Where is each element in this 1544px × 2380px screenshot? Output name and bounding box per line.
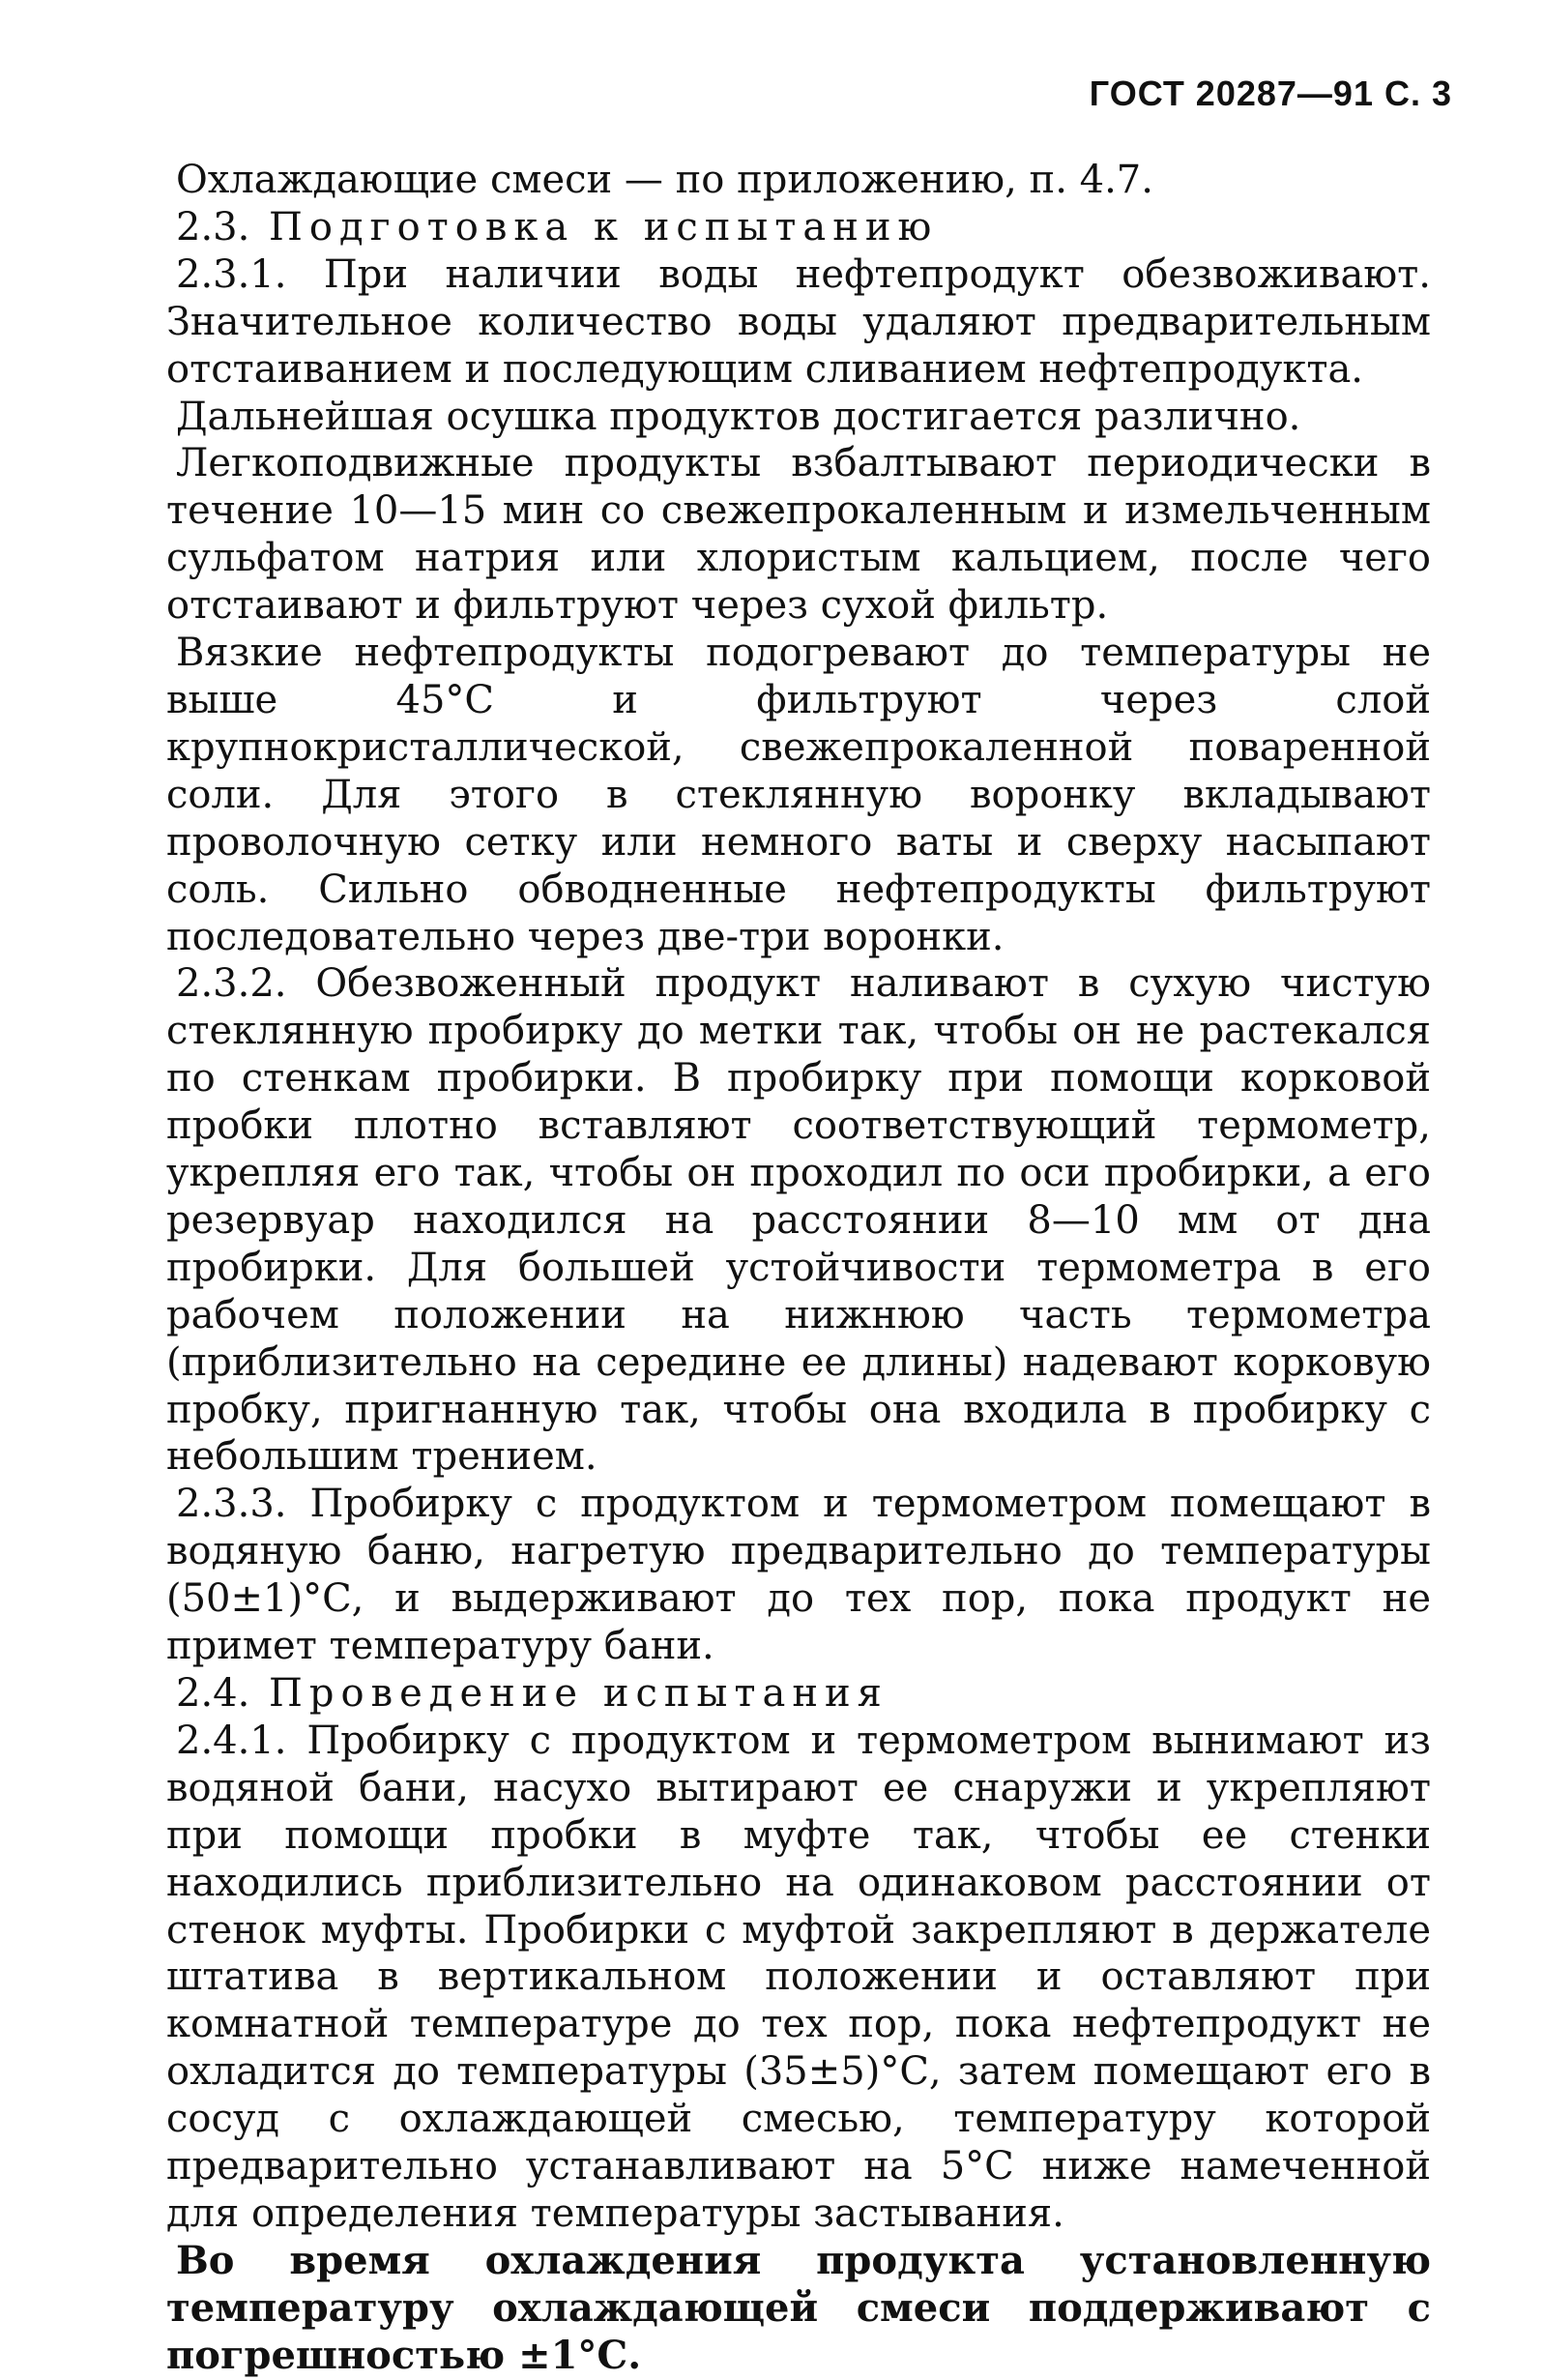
clause-2-3-1: 2.3.1. При наличии воды нефтепродукт обезвоживают. Значительное количество воды удаляют предварительным отстаиванием и последующим сливанием нефтепродукта. [166, 251, 1431, 392]
running-header: ГОСТ 20287—91 С. 3 [1089, 73, 1452, 113]
section-number: 2.3. [176, 204, 250, 250]
body-text [166, 157, 1431, 2380]
section-heading-2-3 [166, 204, 1431, 251]
paragraph-viscous-products: Вязкие нефтепродукты подогревают до температуры не выше 45°С и фильтруют через слой крупнокристаллической, свежепрокаленной поваренной соли. Для этого в стеклянную воронку вкладывают проволочную сетку или немного ваты и сверху насыпают соль. Сильно обводненные нефтепродукты фильтруют последовательно через две-три воронки. [166, 631, 1431, 959]
clause-2-3-3: 2.3.3. Пробирку с продуктом и термометром помещают в водяную баню, нагретую предварительно до температуры (50±1)°С, и выдерживают до тех пор, пока продукт не примет температуру бани. [166, 1482, 1431, 1669]
paragraph-temperature-tolerance: Во время охлаждения продукта установленную температуру охлаждающей смеси поддерживают с погрешностью ±1°С. [166, 2237, 1431, 2378]
paragraph-cooling-mixtures: Охлаждающие смеси — по приложению, п. 4.7. [176, 158, 1153, 202]
clause-2-3-2: 2.3.2. Обезвоженный продукт наливают в сухую чистую стеклянную пробирку до метки так, чтобы он не растекался по стенкам пробирки. В пробирку при помощи корковой пробки плотно вставляют соответствующий термометр, укрепляя его так, чтобы он проходил по оси пробирки, а его резервуар находился на расстоянии 8—10 мм от дна пробирки. Для большей устойчивости термометра в его рабочем положении на нижнюю часть термометра (приблизительно на середине ее длины) надевают корковую пробку, пригнанную так, чтобы она входила в пробирку с небольшим трением. [166, 961, 1431, 1480]
paragraph-drying: Дальнейшая осушка продуктов достигается различно. [176, 394, 1301, 439]
section-heading-2-4 [166, 1670, 1431, 1718]
section-title: Подготовка к испытанию [269, 204, 939, 250]
clause-2-4-1: 2.4.1. Пробирку с продуктом и термометром вынимают из водяной бани, насухо вытирают ее снаружи и укрепляют при помощи пробки в муфте так, чтобы ее стенки находились приблизительно на одинаковом расстоянии от стенок муфты. Пробирки с муфтой закрепляют в держателе штатива в вертикальном положении и оставляют при комнатной температуре до тех пор, пока нефтепродукт не охладится до температуры (35±5)°С, затем помещают его в сосуд с охлаждающей смесью, температуру которой предварительно устанавливают на 5°С ниже намеченной для определения температуры застывания. [166, 1718, 1431, 2236]
section-number: 2.4. [176, 1671, 250, 1716]
paragraph-light-products: Легкоподвижные продукты взбалтывают периодически в течение 10—15 мин со свежепрокаленным и измельченным сульфатом натрия или хлористым кальцием, после чего отстаивают и фильтруют через сухой фильтр. [166, 441, 1431, 629]
section-title: Проведение испытания [269, 1671, 889, 1716]
